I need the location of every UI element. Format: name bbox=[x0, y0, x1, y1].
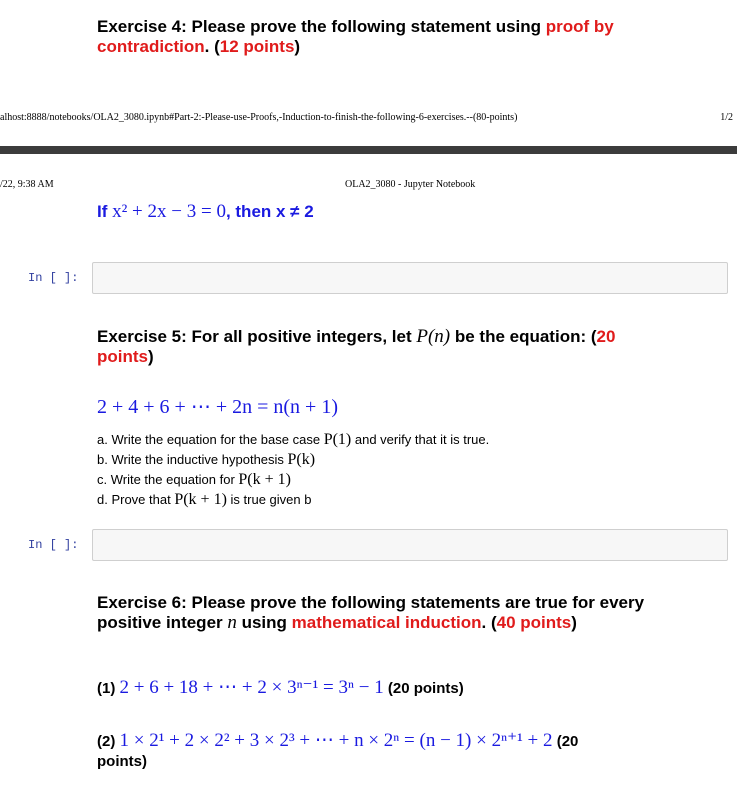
ex5-item-text: d. Prove that bbox=[97, 492, 175, 507]
print-header-datetime: /22, 9:38 AM bbox=[0, 179, 54, 190]
ex5-heading-math: P(n) bbox=[416, 326, 451, 347]
ex6-s2-label: (2) bbox=[97, 733, 120, 750]
ex4-points: 12 points bbox=[219, 37, 295, 56]
ex5-item-math: P(k + 1) bbox=[238, 471, 291, 488]
ex5-heading-end: ) bbox=[148, 347, 154, 366]
ex5-heading-text: Exercise 5: For all positive integers, let bbox=[97, 327, 417, 346]
ex6-heading-end: ) bbox=[571, 613, 577, 632]
exercise-4-heading bbox=[97, 17, 727, 57]
ex4-heading-mid: . ( bbox=[204, 37, 220, 56]
ex5-item-tail: is true given b bbox=[226, 492, 312, 507]
ex6-statement-2 bbox=[97, 731, 727, 772]
ex5-item-a bbox=[97, 430, 489, 450]
ex6-heading-red: mathematical induction bbox=[291, 613, 482, 632]
code-cell-2[interactable] bbox=[92, 529, 728, 561]
ex5-item-math: P(k + 1) bbox=[174, 491, 227, 508]
ex4-statement-math: x² + 2x − 3 = 0 bbox=[112, 201, 226, 222]
code-cell-1[interactable] bbox=[92, 262, 728, 294]
ex6-statement-1 bbox=[97, 676, 464, 699]
ex6-s1-points: (20 points) bbox=[383, 680, 464, 697]
ex4-heading-red-2: contradiction bbox=[97, 37, 205, 56]
ex5-item-text: c. Write the equation for bbox=[97, 472, 239, 487]
ex4-heading-text: Exercise 4: Please prove the following statement using bbox=[97, 17, 546, 36]
ex5-item-b bbox=[97, 450, 489, 470]
ex4-statement-suffix: , then x ≠ 2 bbox=[225, 202, 314, 221]
ex6-heading-math: n bbox=[227, 612, 237, 633]
ex4-heading-end: ) bbox=[294, 37, 301, 56]
ex4-statement-prefix: If bbox=[97, 202, 113, 221]
ex6-heading-mid2: . ( bbox=[481, 613, 497, 632]
ex5-item-text: a. Write the equation for the base case bbox=[97, 432, 324, 447]
ex6-s2-points-line2: points) bbox=[97, 753, 147, 770]
ex4-heading-red: proof by bbox=[545, 17, 614, 36]
ex5-item-math: P(1) bbox=[323, 431, 352, 448]
ex6-s1-label: (1) bbox=[97, 680, 120, 697]
ex6-points: 40 points bbox=[496, 613, 572, 632]
ex6-heading-text: Exercise 6: Please prove the following statements are true for every bbox=[97, 593, 645, 612]
cell-prompt-2: In [ ]: bbox=[28, 538, 79, 552]
print-footer-url: alhost:8888/notebooks/OLA2_3080.ipynb#Part-2:-Please-use-Proofs,-Induction-to-finish-the-following-6-exercises.--(80-points) bbox=[0, 112, 518, 123]
print-header-title: OLA2_3080 - Jupyter Notebook bbox=[345, 179, 476, 190]
ex5-item-text: b. Write the inductive hypothesis bbox=[97, 452, 288, 467]
ex6-s2-math: 1 × 2¹ + 2 × 2² + 3 × 2³ + ⋯ + n × 2ⁿ = (n − 1) × 2ⁿ⁺¹ + 2 bbox=[119, 730, 553, 751]
ex5-points-2: points bbox=[97, 347, 148, 366]
ex5-heading-mid: be the equation: ( bbox=[450, 327, 597, 346]
ex5-points-1: 20 bbox=[596, 327, 616, 346]
ex5-item-math: P(k) bbox=[287, 451, 316, 468]
ex5-equation: 2 + 4 + 6 + ⋯ + 2n = n(n + 1) bbox=[97, 396, 338, 418]
ex6-s1-math: 2 + 6 + 18 + ⋯ + 2 × 3ⁿ⁻¹ = 3ⁿ − 1 bbox=[119, 677, 384, 698]
ex5-item-tail: and verify that it is true. bbox=[351, 432, 490, 447]
page-break-bar bbox=[0, 146, 737, 154]
ex5-item-d bbox=[97, 490, 489, 510]
ex6-s2-points: (20 bbox=[552, 733, 579, 750]
ex4-statement bbox=[97, 201, 314, 223]
ex5-item-c bbox=[97, 470, 489, 490]
exercise-6-heading bbox=[97, 593, 727, 633]
ex6-heading-line2: positive integer bbox=[97, 613, 228, 632]
cell-prompt-1: In [ ]: bbox=[28, 271, 79, 285]
exercise-5-heading bbox=[97, 327, 727, 367]
ex5-task-list bbox=[97, 430, 489, 510]
ex6-heading-mid: using bbox=[236, 613, 292, 632]
print-footer-page: 1/2 bbox=[720, 112, 733, 123]
